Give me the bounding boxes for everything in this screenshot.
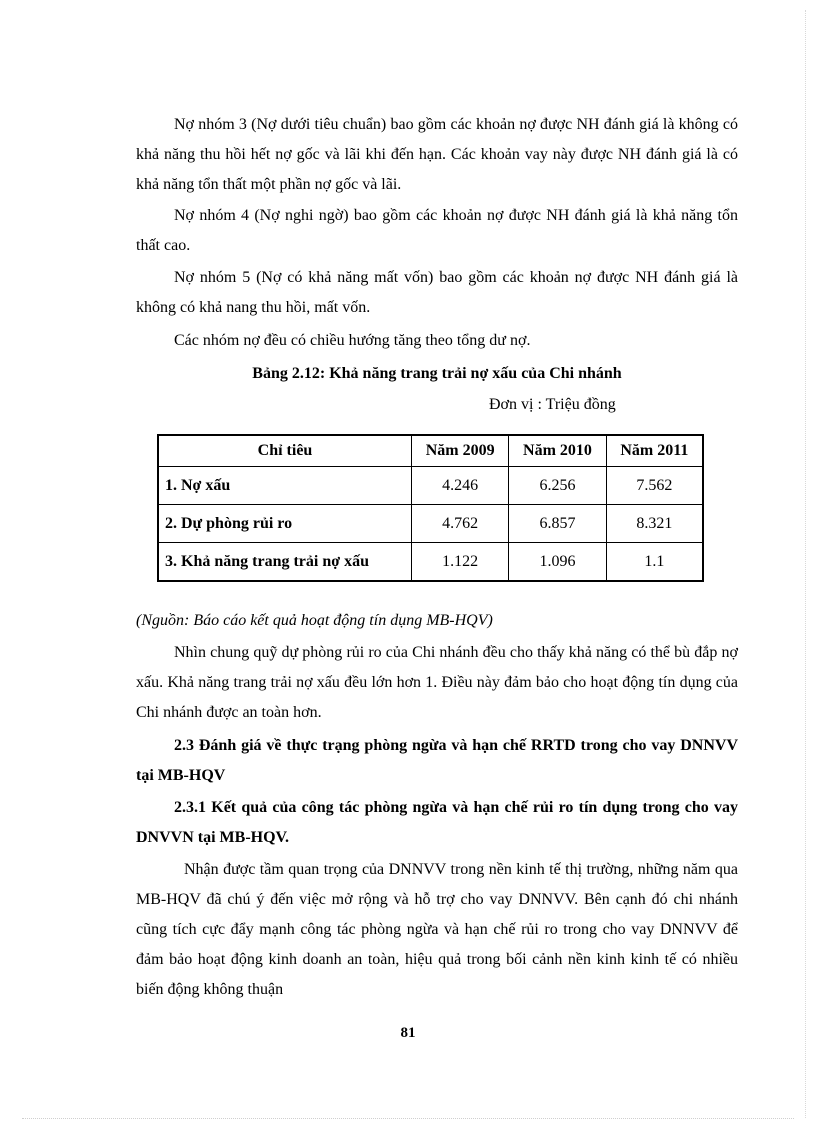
paragraph-debt-group-5: Nợ nhóm 5 (Nợ có khả năng mất vốn) bao gồm các khoản nợ được NH đánh giá là không có khả nang thu hồi, mất vốn. — [136, 269, 738, 316]
header-year-2010: Năm 2010 — [509, 435, 606, 467]
table-unit: Đơn vị : Triệu đồng — [489, 396, 616, 413]
page-number: 81 — [400, 1025, 416, 1041]
row-label: 1. Nợ xấu — [158, 467, 412, 505]
cell-value: 7.562 — [606, 467, 703, 505]
cell-value: 4.246 — [412, 467, 509, 505]
table-header-row — [158, 435, 703, 467]
page-right-edge-divider — [805, 10, 806, 1118]
cell-value: 1.096 — [509, 543, 606, 582]
paragraph-debt-trend: Các nhóm nợ đều có chiều hướng tăng theo tổng dư nợ. — [174, 332, 531, 349]
header-year-2009: Năm 2009 — [412, 435, 509, 467]
cell-value: 4.762 — [412, 505, 509, 543]
section-heading-2-3: 2.3 Đánh giá về thực trạng phòng ngừa và hạn chế RRTD trong cho vay DNNVV tại MB-HQV — [136, 737, 738, 784]
row-label: 2. Dự phòng rủi ro — [158, 505, 412, 543]
cell-value: 6.256 — [509, 467, 606, 505]
header-year-2011: Năm 2011 — [606, 435, 703, 467]
header-indicator: Chỉ tiêu — [158, 435, 412, 467]
paragraph-sme-results: Nhận được tầm quan trọng của DNNVV trong nền kinh tế thị trường, những năm qua MB-HQV đã chú ý đến việc mở rộng và hỗ trợ cho vay DNNVV. Bên cạnh đó chi nhánh cũng tích cực đẩy mạnh công tác phòng ngừa và hạn chế rủi ro trong cho vay DNNVV để đảm bảo hoạt động kinh doanh an toàn, hiệu quả trong bối cảnh nền kinh kinh tế có nhiều biến động không thuận — [136, 861, 738, 998]
paragraph-provision-summary: Nhìn chung quỹ dự phòng rủi ro của Chi nhánh đều cho thấy khả năng có thể bù đắp nợ xấu. Khả năng trang trải nợ xấu đều lớn hơn 1. Điều này đảm bảo cho hoạt động tín dụng của Chi nhánh được an toàn hơn. — [136, 644, 738, 721]
table-row — [158, 543, 703, 582]
row-label: 3. Khả năng trang trải nợ xấu — [158, 543, 412, 582]
paragraph-debt-group-3: Nợ nhóm 3 (Nợ dưới tiêu chuẩn) bao gồm các khoản nợ được NH đánh giá là không có khả năng thu hồi hết nợ gốc và lãi khi đến hạn. Các khoản vay này được NH đánh giá là có khả năng tổn thất một phần nợ gốc và lãi. — [136, 116, 738, 193]
cell-value: 1.1 — [606, 543, 703, 582]
section-heading-2-3-1: 2.3.1 Kết quả của công tác phòng ngừa và hạn chế rủi ro tín dụng trong cho vay DNVVN tại MB-HQV. — [136, 799, 738, 846]
bad-debt-coverage-table — [157, 434, 704, 582]
page-footer-divider — [22, 1118, 794, 1119]
table-row — [158, 467, 703, 505]
cell-value: 1.122 — [412, 543, 509, 582]
paragraph-debt-group-4: Nợ nhóm 4 (Nợ nghi ngờ) bao gồm các khoản nợ được NH đánh giá là khả năng tổn thất cao. — [136, 207, 738, 254]
table-row — [158, 505, 703, 543]
cell-value: 8.321 — [606, 505, 703, 543]
cell-value: 6.857 — [509, 505, 606, 543]
table-source-note: (Nguồn: Báo cáo kết quả hoạt động tín dụng MB-HQV) — [136, 612, 493, 629]
table-caption: Bảng 2.12: Khả năng trang trải nợ xấu của Chi nhánh — [252, 365, 622, 382]
